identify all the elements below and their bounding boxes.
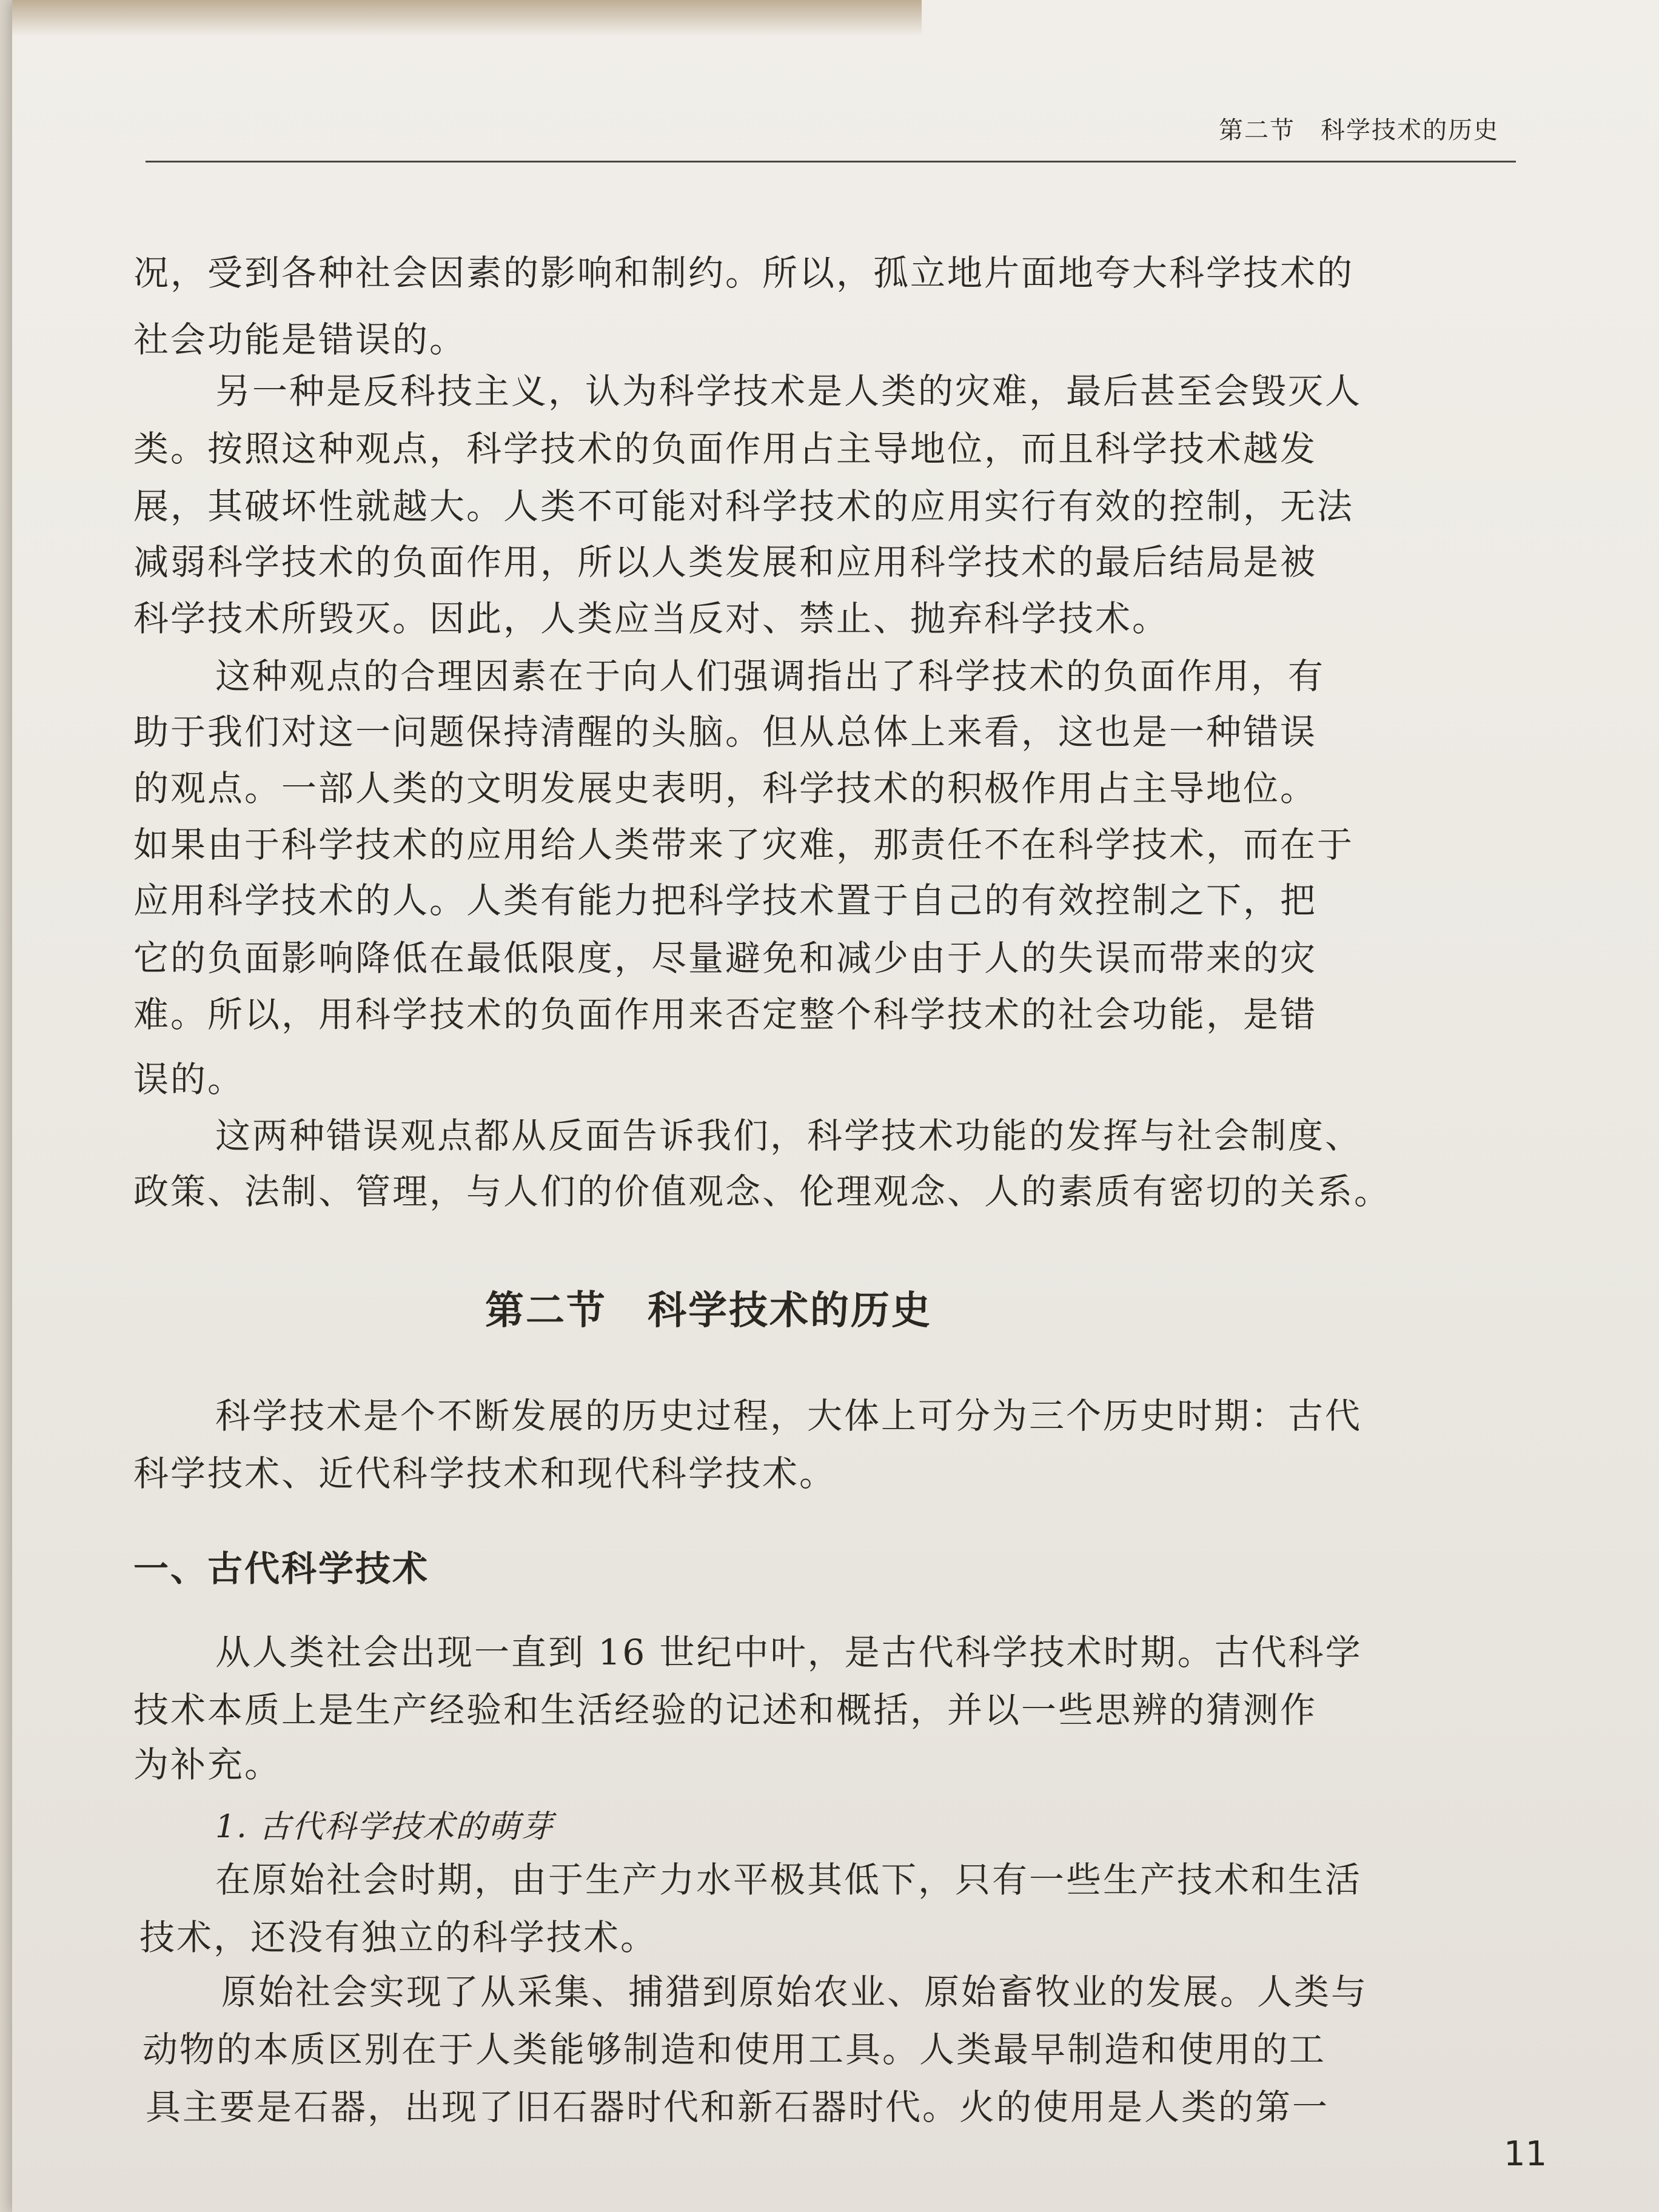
text-line: 展，其破坏性就越大。人类不可能对科学技术的应用实行有效的控制，无法 xyxy=(133,486,1355,527)
text-line: 助于我们对这一问题保持清醒的头脑。但从总体上来看，这也是一种错误 xyxy=(133,711,1318,752)
text-line: 减弱科学技术的负面作用，所以人类发展和应用科学技术的最后结局是被 xyxy=(133,541,1318,583)
text-line: 从人类社会出现一直到 16 世纪中叶，是古代科学技术时期。古代科学 xyxy=(215,1632,1362,1673)
header-rule xyxy=(146,161,1516,163)
text-line: 社会功能是错误的。 xyxy=(133,319,467,360)
text-line: 如果由于科学技术的应用给人类带来了灾难，那责任不在科学技术，而在于 xyxy=(133,824,1355,865)
text-line: 这种观点的合理因素在于向人们强调指出了科学技术的负面作用，有 xyxy=(215,655,1326,697)
text-line: 科学技术所毁灭。因此，人类应当反对、禁止、抛弃科学技术。 xyxy=(133,598,1170,639)
text-line: 技术，还没有独立的科学技术。 xyxy=(139,1917,658,1958)
text-line: 政策、法制、管理，与人们的价值观念、伦理观念、人的素质有密切的关系。 xyxy=(133,1171,1392,1212)
text-line: 科学技术是个不断发展的历史过程，大体上可分为三个历史时期：古代 xyxy=(215,1395,1362,1436)
book-page xyxy=(12,0,1659,2212)
text-line: 这两种错误观点都从反面告诉我们，科学技术功能的发挥与社会制度、 xyxy=(215,1115,1362,1156)
text-line: 另一种是反科技主义，认为科学技术是人类的灾难，最后甚至会毁灭人 xyxy=(215,370,1362,412)
text-line: 在原始社会时期，由于生产力水平极其低下，只有一些生产技术和生活 xyxy=(215,1859,1362,1900)
text-line: 难。所以，用科学技术的负面作用来否定整个科学技术的社会功能，是错 xyxy=(133,994,1318,1035)
text-line: 况，受到各种社会因素的影响和制约。所以，孤立地片面地夸大科学技术的 xyxy=(133,252,1355,293)
subsection-heading: 一、古代科学技术 xyxy=(133,1548,430,1589)
text-line: 技术本质上是生产经验和生活经验的记述和概括，并以一些思辨的猜测作 xyxy=(133,1689,1318,1731)
section-heading: 第二节 科学技术的历史 xyxy=(485,1288,932,1333)
page-edge-shadow xyxy=(12,0,922,36)
text-line: 动物的本质区别在于人类能够制造和使用工具。人类最早制造和使用的工 xyxy=(142,2029,1327,2070)
text-line: 原始社会实现了从采集、捕猎到原始农业、原始畜牧业的发展。人类与 xyxy=(221,1971,1369,2013)
text-line: 为补充。 xyxy=(133,1744,282,1785)
text-line: 类。按照这种观点，科学技术的负面作用占主导地位，而且科学技术越发 xyxy=(133,428,1318,469)
text-line: 应用科学技术的人。人类有能力把科学技术置于自己的有效控制之下，把 xyxy=(133,880,1318,921)
page-number: 11 xyxy=(1504,2134,1547,2174)
text-line: 它的负面影响降低在最低限度，尽量避免和减少由于人的失误而带来的灾 xyxy=(133,937,1318,979)
minor-heading: 1. 古代科学技术的萌芽 xyxy=(215,1809,554,1845)
text-line: 具主要是石器，出现了旧石器时代和新石器时代。火的使用是人类的第一 xyxy=(146,2086,1330,2128)
text-line: 的观点。一部人类的文明发展史表明，科学技术的积极作用占主导地位。 xyxy=(133,768,1318,809)
text-line: 科学技术、近代科学技术和现代科学技术。 xyxy=(133,1453,837,1494)
text-line: 误的。 xyxy=(133,1059,245,1100)
running-head: 第二节 科学技术的历史 xyxy=(1219,116,1499,144)
